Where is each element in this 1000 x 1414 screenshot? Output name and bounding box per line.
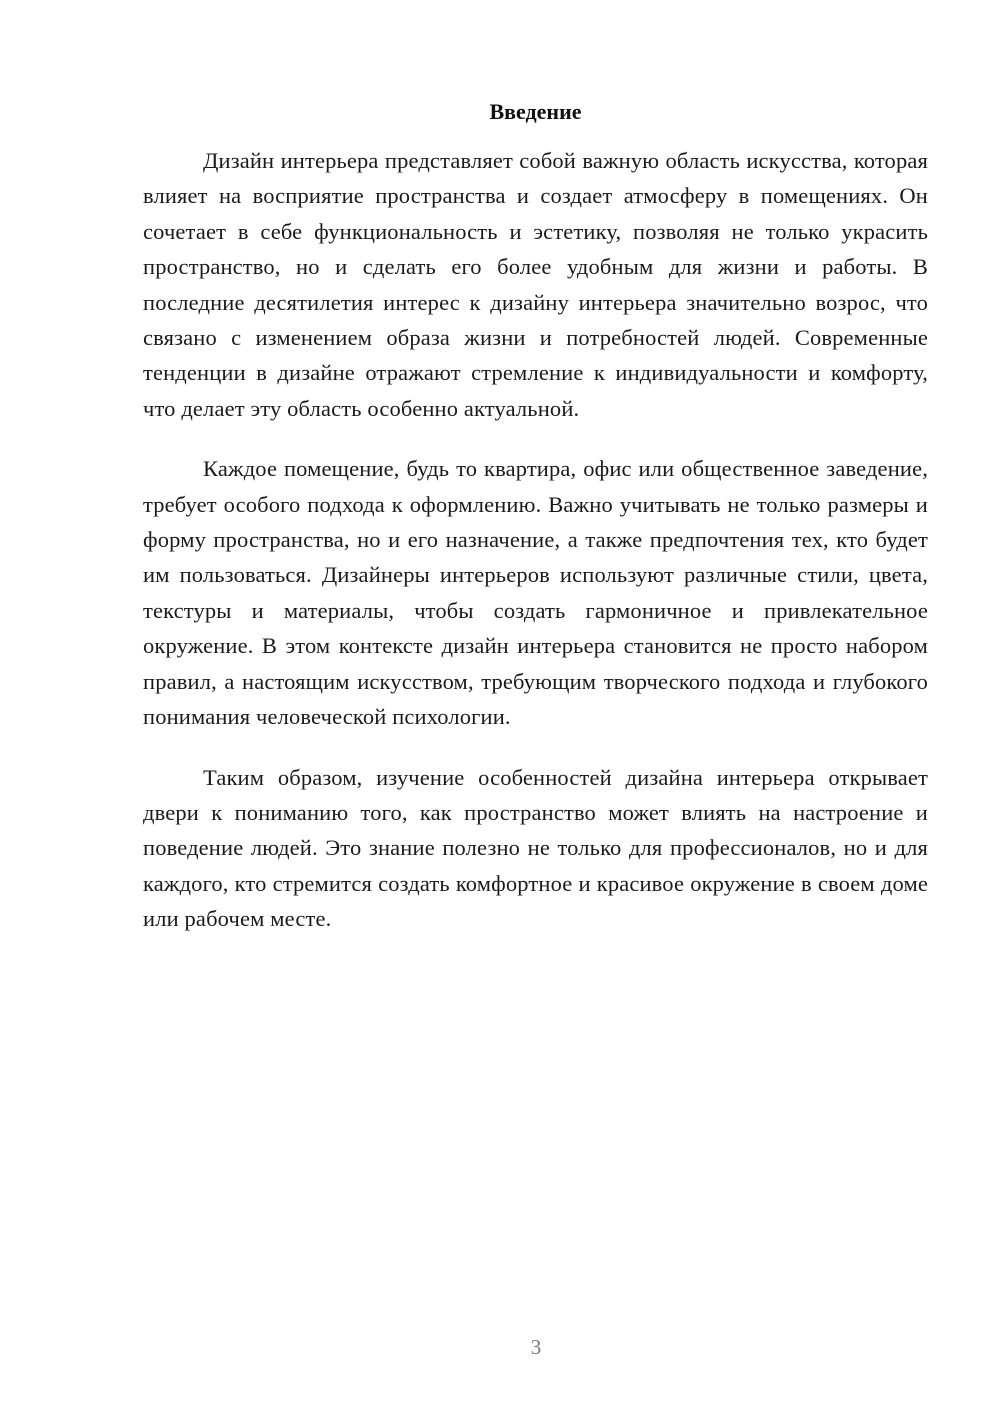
page-number: 3 bbox=[530, 1335, 542, 1359]
body-text bbox=[143, 143, 928, 962]
paragraph-3: Таким образом, изучение особенностей дизайна интерьера открывает двери к пониманию того, как пространство может влиять на настроение и поведение людей. Это знание полезно не только для профессионалов, но и для каждого, кто стремится создать комфортное и красивое окружение в своем доме или рабочем месте. bbox=[143, 764, 928, 932]
section-heading: Введение bbox=[489, 99, 582, 124]
paragraph-1: Дизайн интерьера представляет собой важную область искусства, которая влияет на восприятие пространства и создает атмосферу в помещениях. Он сочетает в себе функциональность и эстетику, позволяя не только украсить пространство, но и сделать его более удобным для жизни и работы. В последние десятилетия интерес к дизайну интерьера значительно возрос, что связано с изменением образа жизни и потребностей людей. Современные тенденции в дизайне отражают стремление к индивидуальности и комфорту, что делает эту область особенно актуальной. bbox=[143, 148, 928, 421]
paragraph-2: Каждое помещение, будь то квартира, офис или общественное заведение, требует особого подхода к оформлению. Важно учитывать не только размеры и форму пространства, но и его назначение, а также предпочтения тех, кто будет им пользоваться. Дизайнеры интерьеров используют различные стили, цвета, текстуры и материалы, чтобы создать гармоничное и привлекательное окружение. В этом контексте дизайн интерьера становится не просто набором правил, а настоящим искусством, требующим творческого подхода и глубокого понимания человеческой психологии. bbox=[143, 456, 928, 730]
